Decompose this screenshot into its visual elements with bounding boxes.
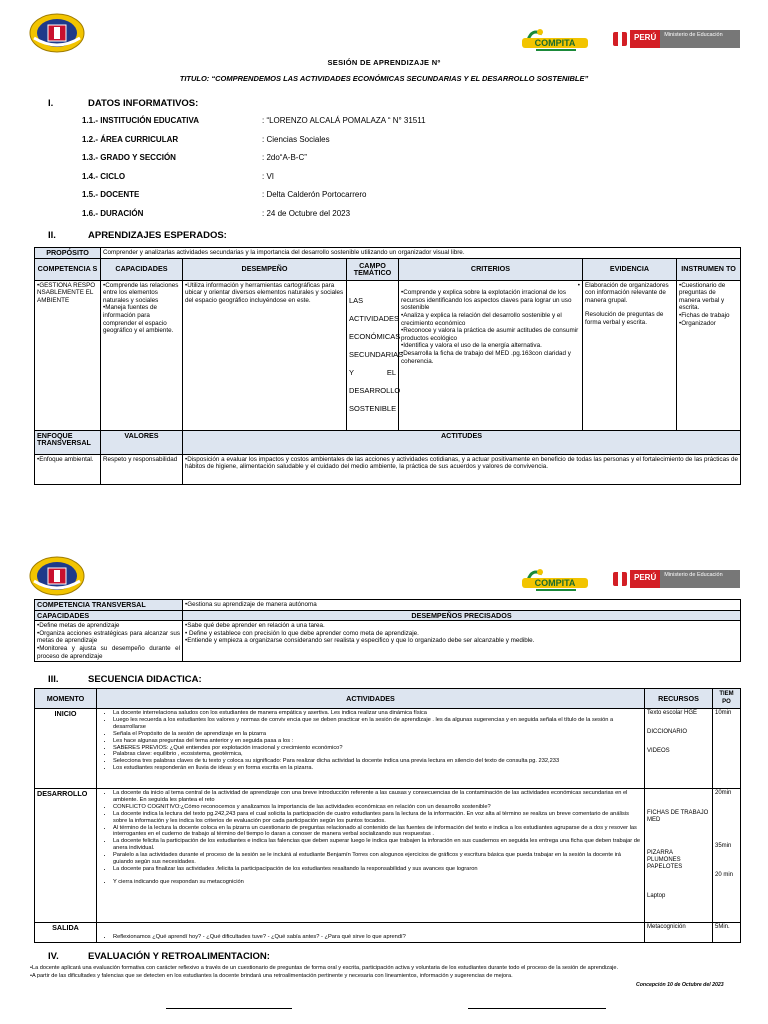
enfoque-header-row bbox=[35, 430, 741, 454]
evidencia-cell: Elaboración de organizadores con información relevante de manera grupal. Resolución de preguntas de forma verbal y escrita. bbox=[583, 280, 677, 430]
peru-label: PERÚ bbox=[630, 570, 660, 588]
info-row: 1.1.- INSTITUCIÓN EDUCATIVA : “LORENZO ALCALÁ POMALAZA “ N° 31511 bbox=[82, 116, 426, 125]
desempeno-cell: •Utiliza información y herramientas cartográficas para ubicar y orientar diversos elementos naturales y sociales del espacio geográfico incluyéndose en este. bbox=[183, 280, 347, 430]
competencia-cell: •GESTIONA RESPONSABLEMENTE EL AMBIENTE bbox=[35, 280, 101, 430]
actividades-desarrollo: • La docente da inicio al tema central de la actividad de aprendizaje con una breve introducción referente a las causas y consecuencias de la contaminación de las actividades económicas secundarias en el ambiente. En seguida les plantea el reto • CONFLICTO COGNITIVO:¿Cómo reconocemos y analizamos la importancia de las actividades económicas en relación con un desarrollo sostenible? • La docente indica la lectura del texto pg.242,243 para el cual solicita la participación de cuatro estudiantes para la lectura de la información. En voz alta al término se realiza un breve comentario de análisis sobre la información y les indica los criterios de evaluación por cada participación según los puntos tocados. • Al término de la lectura la docente coloca en la pizarra un cuestionario de preguntas relacionado al contenido de las fuentes de información del texto e indica a los estudiantes agruparse de a dos y resover las interrogantes en el cuderno de trabajo al término del tiempo lo daran a conoser de manera verbal socializando sus respuestas . • La docente felicita la participación de los estudiantes e indica las falencias que deben superar luego le indica que trabajen la inforación en sus cuadernos en seguida les entrega una ficha que deben trabajar de anera individual. • Paralelo a las actividades durante el proceso de la sesión se le incluirá al estudiante Benjamín Torres con alogunos ejercicios de gráficos y escritura básica que pueda trabajar en la sesión la docente irá guiando según sus necesidades. • La docente para finalizar las actividades .felicita la participacipación de los estudiantes resaltando la responsabilidad y sus avances que lograron • Y cierra indicando que respondan su metacognición bbox=[97, 789, 645, 923]
session-title: SESIÓN DE APRENDIZAJE Nº bbox=[327, 58, 441, 67]
transversal-table bbox=[34, 599, 741, 662]
info-row: 1.2.- ÁREA CURRICULAR : Ciencias Sociales bbox=[82, 134, 330, 144]
section-2-heading: II. APRENDIZAJES ESPERADOS: bbox=[48, 230, 227, 241]
info-row: 1.4.- CICLO : VI bbox=[82, 171, 275, 181]
recursos-desarrollo: FICHAS DE TRABAJO MED PIZARRA PLUMONES PAPELOTES Laptop bbox=[645, 789, 713, 923]
col-header: EVIDENCIA bbox=[583, 258, 677, 280]
minedu-label: Ministerio de Educación bbox=[660, 30, 740, 48]
criterios-cell: • •Comprende y explica sobre la explotación irracional de los recursos identificando los aspectos claves para lograr un uso sostenible •Analiza y explica la relación del desarrollo sostenible y el crecimiento económico •Reconoce y valora la práctica de asumir actitudes de consumir productos ecológico •Identifica y valora el uso de la energía alternativa. •Desarrolla la ficha de trabajo del MED .pg.163con claridad y coherencia. bbox=[399, 280, 583, 430]
peru-shield-icon bbox=[610, 570, 630, 588]
compita-logo-2 bbox=[518, 566, 593, 594]
transversal-capacidades: •Define metas de aprendizaje •Organiza acciones estratégicas para alcanzar sus metas de aprendizaje •Monitorea y ajusta su desempeño durante el proceso de aprendizaje bbox=[35, 621, 183, 662]
instrumento-cell: •Cuestionario de preguntas de manera verbal y escrita. •Fichas de trabajo •Organizador bbox=[677, 280, 741, 430]
desempenos-label: DESEMPEÑOS PRECISADOS bbox=[183, 610, 741, 621]
evaluation-text: •La docente aplicará una evaluación formativa con carácter reflexivo a través de un cuestionario de preguntas de forma oral y escrita, participación activa y voluntaria de los estudiantes durante todo el proceso de la sesión de aprendizaje. •A partir de las dificultades y falencias que se detecten en los estudiantes la docente brindará una retroalimentación pertinente y necesaria con lineamientos, información y sugerencias de mejora. bbox=[30, 965, 619, 979]
info-list bbox=[82, 116, 426, 227]
info-row: 1.6.- DURACIÓN : 24 de Octubre del 2023 bbox=[82, 208, 351, 218]
transversal-desempenos: •Sabe qué debe aprender en relación a una tarea. • Define y establece con precisión lo que debe aprender como meta de aprendizaje. •Entiende y empieza a organizarse considerando ser realista y especifico y que lo organizado debe ser alcanzable y medible. bbox=[183, 621, 741, 662]
capacidades-cell: •Comprende las relaciones entre los elementos naturales y sociales •Maneja fuentes de información para comprender el espacio geográfico y el ambiente. bbox=[101, 280, 183, 430]
sequence-table bbox=[34, 688, 741, 943]
table-row bbox=[35, 610, 741, 621]
svg-text:COMPITA: COMPITA bbox=[534, 38, 576, 48]
col-header: ACTIVIDADES bbox=[97, 689, 645, 709]
tiempo-inicio: 10min bbox=[713, 709, 741, 789]
tiempo-desarrollo: 20min 35min 20 min bbox=[713, 789, 741, 923]
valores-label: VALORES bbox=[101, 430, 183, 454]
section-3-heading: III. SECUENCIA DIDACTICA: bbox=[48, 674, 202, 685]
table-header-row bbox=[35, 258, 741, 280]
comp-transversal-value: •Gestiona su aprendizaje de manera autónoma bbox=[183, 600, 741, 611]
info-row: 1.3.- GRADO Y SECCIÓN : 2do“A-B-C” bbox=[82, 153, 307, 162]
table-header-row bbox=[35, 689, 741, 709]
peru-label: PERÚ bbox=[630, 30, 660, 48]
proposito-row bbox=[35, 248, 741, 259]
col-header: CAMPO TEMÁTICO bbox=[347, 258, 399, 280]
table-row bbox=[35, 923, 741, 943]
recursos-salida: Metacognición bbox=[645, 923, 713, 943]
minedu-logo-2 bbox=[610, 570, 740, 588]
col-header: INSTRUMEN TO bbox=[677, 258, 741, 280]
capacidades-label: CAPACIDADES bbox=[35, 610, 183, 621]
school-logo-2 bbox=[28, 555, 86, 597]
expected-learning-table bbox=[34, 247, 741, 485]
col-header: RECURSOS bbox=[645, 689, 713, 709]
minedu-label: Ministerio de Educación bbox=[660, 570, 740, 588]
proposito-text: Comprender y analizarlas actividades secundarias y la importancia del desarrollo sostenible utilizando un organizador visual libre. bbox=[101, 248, 741, 259]
recursos-inicio: Texto escolar HGE DICCIONARIO VIDEOS bbox=[645, 709, 713, 789]
col-header: MOMENTO bbox=[35, 689, 97, 709]
col-header: COMPETENCIA S bbox=[35, 258, 101, 280]
enfoque-cell: •Enfoque ambiental. bbox=[35, 454, 101, 484]
col-header: CRITERIOS bbox=[399, 258, 583, 280]
tiempo-salida: 5Min. bbox=[713, 923, 741, 943]
campo-tematico-cell: LAS ACTIVIDADES ECONÓMICAS SECUNDARIAS Y EL DESARROLLO SOSTENIBLE bbox=[347, 280, 399, 430]
momento-inicio: INICIO bbox=[35, 709, 97, 789]
signature-date: Concepción 10 de Octubre del 2023 bbox=[636, 982, 724, 988]
table-row bbox=[35, 600, 741, 611]
actitudes-label: ACTITUDES bbox=[183, 430, 741, 454]
actividades-inicio: • La docente interrelaciona saludos con los estudiantes de manera empática y asertiva. Les indica realizar una dinámica física • Luego les recuerda a los estudiantes los valores y normas de conviv encia que se deben practicar en la sesión de aprendizaje . les da algunas sugerencias y en seguida señala el título de la sesión a desarrollarse • Señala el Propósito de la sesión de aprendizaje en la pizarra • Les hace algunas preguntas del tema anterior y en seguida pasa a los : • SABERES PREVIOS: ¿Qué entiendes por explotación irracional y crecimiento económico? • Palabras clave: equilibrio , ecosistema, geotérmica, • Selecciona tres palabras claves de tu texto y coloca su significado: Para realizar dicha actividad la docente indica una previa lectura en silencio del texto de consulta pg. 232,233 • Los estudiantes responderán en lluvia de ideas y en forma escrita en la pizarra. bbox=[97, 709, 645, 789]
enfoque-label: ENFOQUE TRANSVERSAL bbox=[35, 430, 101, 454]
table-row bbox=[35, 709, 741, 789]
table-row bbox=[35, 280, 741, 430]
actividades-salida: • Reflexionamos ¿Qué aprendí hoy? - ¿Qué dificultades tuve? - ¿Qué sabía antes? - ¿Para qué sirve lo que aprendí? bbox=[97, 923, 645, 943]
actitudes-cell: •Disposición a evaluar los impactos y costos ambientales de las acciones y actividades cotidianas, y a actuar positivamente en beneficio de todas las personas y el fortalecimiento de las prácticas de hábitos de higiene, alimentación saludable y el cuidado del medio ambiente, la práctica de sus acuerdos y valores de convivencia. bbox=[183, 454, 741, 484]
col-header: CAPACIDADES bbox=[101, 258, 183, 280]
info-row: 1.5.- DOCENTE : Delta Calderón Portocarrero bbox=[82, 190, 367, 199]
minedu-logo bbox=[610, 30, 740, 48]
main-title: TITULO: “COMPRENDEMOS LAS ACTIVIDADES ECONÓMICAS SECUNDARIAS Y EL DESARROLLO SOSTENIBLE” bbox=[179, 74, 589, 83]
valores-cell: Respeto y responsabilidad bbox=[101, 454, 183, 484]
signature-line-right bbox=[468, 1008, 606, 1009]
proposito-label: PROPÓSITO bbox=[35, 248, 101, 259]
peru-shield-icon bbox=[610, 30, 630, 48]
col-header: TIEM PO bbox=[713, 689, 741, 709]
table-row bbox=[35, 621, 741, 662]
col-header: DESEMPEÑO bbox=[183, 258, 347, 280]
momento-desarrollo: DESARROLLO bbox=[35, 789, 97, 923]
section-1-heading: I. DATOS INFORMATIVOS: bbox=[48, 98, 199, 109]
enfoque-row bbox=[35, 454, 741, 484]
momento-salida: SALIDA bbox=[35, 923, 97, 943]
school-logo bbox=[28, 12, 86, 54]
section-4-heading: IV. EVALUACIÓN Y RETROALIMENTACION: bbox=[48, 951, 270, 962]
table-row bbox=[35, 789, 741, 923]
svg-text:COMPITA: COMPITA bbox=[534, 578, 576, 588]
signature-line-left bbox=[166, 1008, 292, 1009]
comp-transversal-label: COMPETENCIA TRANSVERSAL bbox=[35, 600, 183, 611]
compita-logo bbox=[518, 26, 593, 54]
